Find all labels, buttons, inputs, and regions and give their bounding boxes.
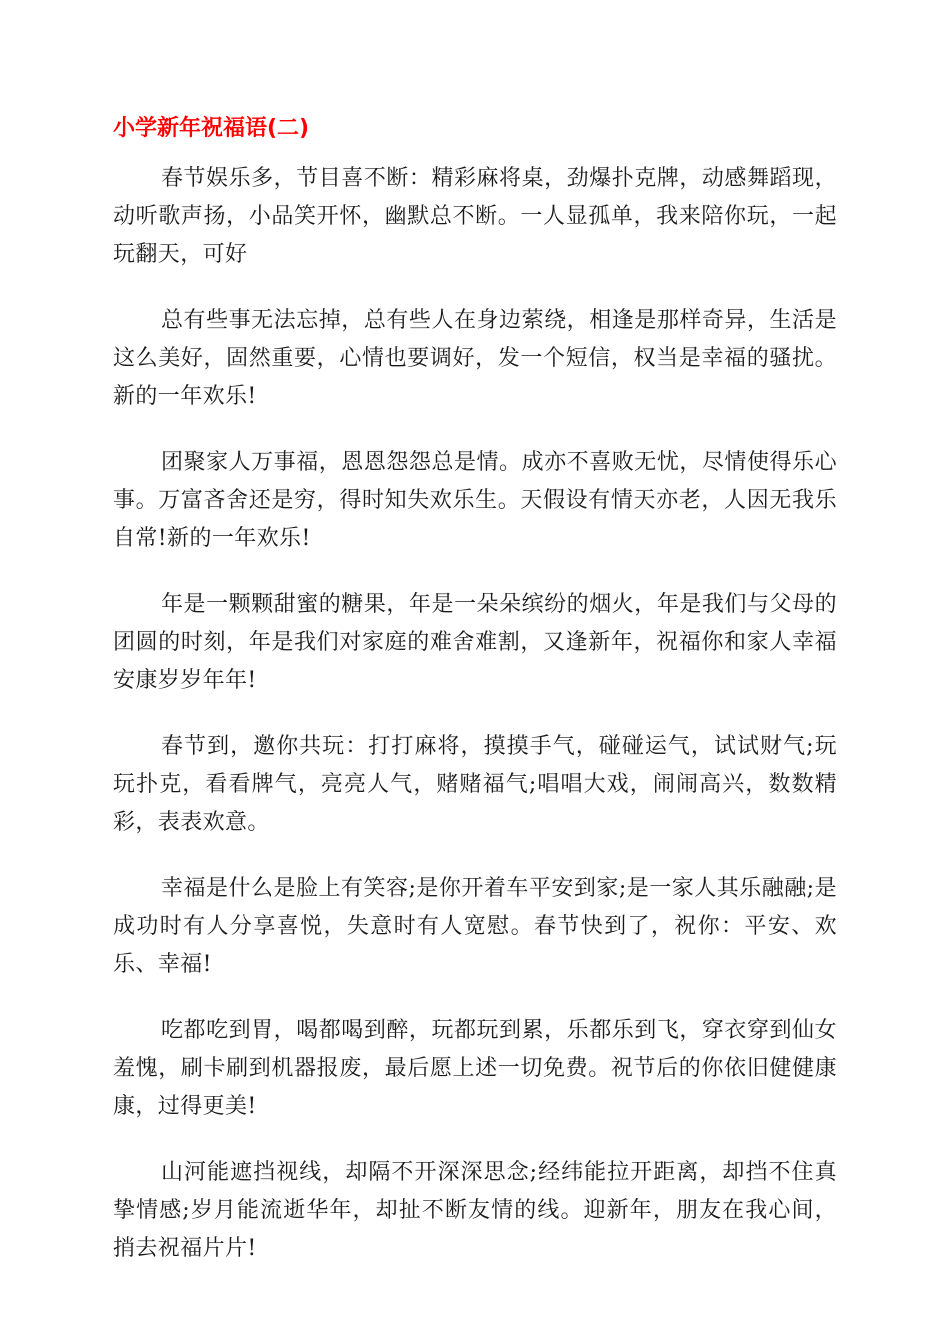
document-body bbox=[113, 160, 837, 1296]
document-title: 小学新年祝福语(二) bbox=[113, 116, 310, 141]
paragraph-1: 春节娱乐多，节目喜不断：精彩麻将桌，劲爆扑克牌，动感舞蹈现，动听歌声扬，小品笑开怀，幽默总不断。一人显孤单，我来陪你玩，一起玩翻天，可好 bbox=[113, 166, 837, 267]
paragraph-7: 吃都吃到胃，喝都喝到醉，玩都玩到累，乐都乐到飞，穿衣穿到仙女羞愧，刷卡刷到机器报废，最后愿上述一切免费。祝节后的你依旧健健康康，过得更美! bbox=[113, 1018, 837, 1119]
paragraph-3: 团聚家人万事福，恩恩怨怨总是情。成亦不喜败无忧，尽情使得乐心事。万富吝舍还是穷，得时知失欢乐生。天假设有情天亦老，人因无我乐自常!新的一年欢乐! bbox=[113, 450, 837, 551]
paragraph-5: 春节到，邀你共玩：打打麻将，摸摸手气，碰碰运气，试试财气;玩玩扑克，看看牌气，亮亮人气，赌赌福气;唱唱大戏，闹闹高兴，数数精彩，表表欢意。 bbox=[113, 734, 837, 835]
paragraph-6: 幸福是什么是脸上有笑容;是你开着车平安到家;是一家人其乐融融;是成功时有人分享喜悦，失意时有人宽慰。春节快到了，祝你：平安、欢乐、幸福! bbox=[113, 876, 837, 977]
paragraph-8: 山河能遮挡视线，却隔不开深深思念;经纬能拉开距离，却挡不住真挚情感;岁月能流逝华年，却扯不断友情的线。迎新年，朋友在我心间，捎去祝福片片! bbox=[113, 1160, 837, 1261]
paragraph-2: 总有些事无法忘掉，总有些人在身边萦绕，相逢是那样奇异，生活是这么美好，固然重要，心情也要调好，发一个短信，权当是幸福的骚扰。新的一年欢乐! bbox=[113, 308, 837, 409]
paragraph-4: 年是一颗颗甜蜜的糖果，年是一朵朵缤纷的烟火，年是我们与父母的团圆的时刻，年是我们对家庭的难舍难割，又逢新年，祝福你和家人幸福安康岁岁年年! bbox=[113, 592, 837, 693]
